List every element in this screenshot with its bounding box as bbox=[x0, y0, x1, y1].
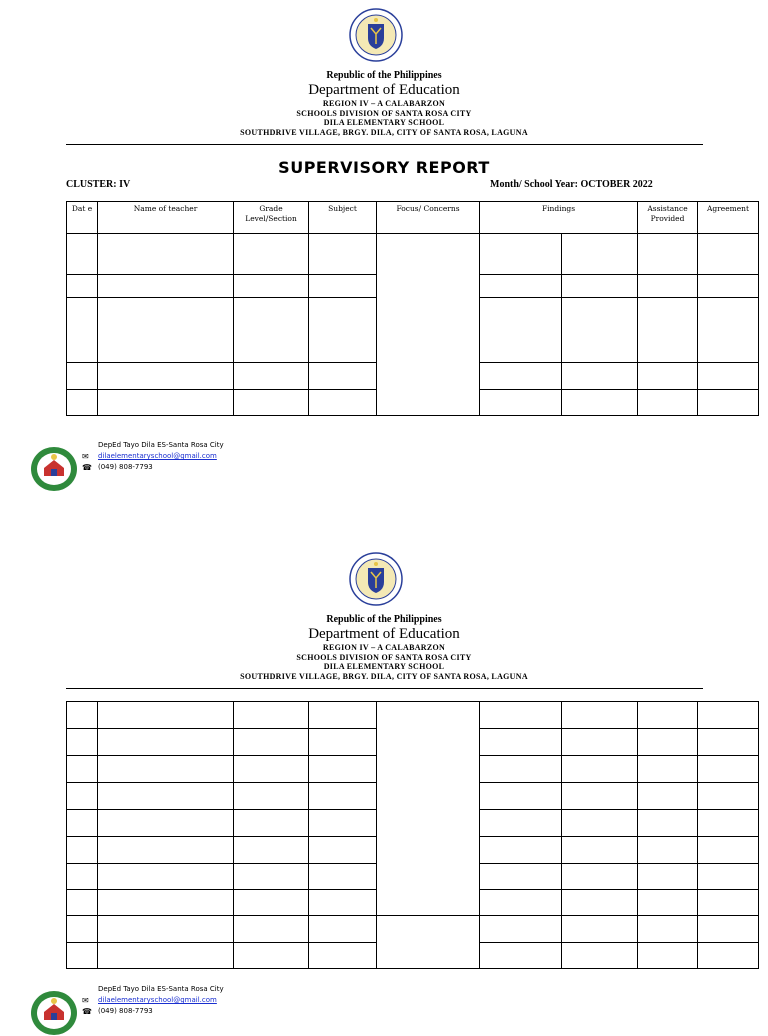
col-assistance: Assistance Provided bbox=[638, 202, 698, 234]
address-line: SOUTHDRIVE VILLAGE, BRGY. DILA, CITY OF SANTA ROSA, LAGUNA bbox=[240, 671, 528, 681]
division-line: SCHOOLS DIVISION OF SANTA ROSA CITY bbox=[296, 108, 472, 118]
focus-merged-cell[interactable] bbox=[377, 916, 480, 969]
table-cell[interactable] bbox=[638, 729, 698, 756]
table-cell[interactable] bbox=[638, 234, 698, 275]
table-cell[interactable] bbox=[67, 234, 98, 275]
table-cell[interactable] bbox=[638, 702, 698, 729]
table-cell[interactable] bbox=[309, 864, 377, 890]
table-cell[interactable] bbox=[98, 916, 234, 943]
table-cell[interactable] bbox=[638, 783, 698, 810]
table-cell[interactable] bbox=[234, 298, 309, 363]
table-cell[interactable] bbox=[234, 864, 309, 890]
table-cell[interactable] bbox=[309, 837, 377, 864]
table-cell[interactable] bbox=[67, 729, 98, 756]
table-cell[interactable] bbox=[98, 864, 234, 890]
cluster-label: CLUSTER: IV bbox=[66, 179, 131, 190]
table-cell[interactable] bbox=[638, 363, 698, 390]
supervisory-table-continued bbox=[66, 701, 759, 969]
table-cell[interactable] bbox=[67, 756, 98, 783]
report-title: SUPERVISORY REPORT bbox=[278, 158, 490, 177]
table-cell[interactable] bbox=[698, 390, 759, 416]
table-cell[interactable] bbox=[309, 916, 377, 943]
table-cell[interactable] bbox=[67, 943, 98, 969]
table-cell[interactable] bbox=[480, 943, 562, 969]
table-cell[interactable] bbox=[309, 890, 377, 916]
table-cell[interactable] bbox=[309, 729, 377, 756]
table-cell[interactable] bbox=[309, 702, 377, 729]
table-cell[interactable] bbox=[480, 864, 562, 890]
school-line: DILA ELEMENTARY SCHOOL bbox=[323, 118, 445, 127]
table-cell[interactable] bbox=[98, 275, 234, 298]
table-cell[interactable] bbox=[309, 756, 377, 783]
table-cell[interactable] bbox=[480, 298, 562, 363]
table-cell[interactable] bbox=[638, 916, 698, 943]
letterhead bbox=[0, 614, 768, 681]
table-cell[interactable] bbox=[480, 756, 562, 783]
focus-merged-cell[interactable] bbox=[377, 702, 480, 916]
table-cell[interactable] bbox=[67, 783, 98, 810]
table-cell[interactable] bbox=[480, 390, 562, 416]
table-cell[interactable] bbox=[562, 702, 638, 729]
table-cell[interactable] bbox=[698, 363, 759, 390]
header-rule bbox=[66, 688, 703, 689]
table-cell[interactable] bbox=[562, 864, 638, 890]
table-header-row bbox=[67, 202, 759, 234]
republic-line: Republic of the Philippines bbox=[326, 614, 442, 625]
table-cell[interactable] bbox=[480, 890, 562, 916]
col-teacher: Name of teacher bbox=[98, 202, 234, 234]
table-cell[interactable] bbox=[98, 783, 234, 810]
table-cell[interactable] bbox=[562, 810, 638, 837]
table-cell[interactable] bbox=[98, 702, 234, 729]
table-cell[interactable] bbox=[562, 729, 638, 756]
table-cell[interactable] bbox=[67, 810, 98, 837]
table-cell[interactable] bbox=[234, 890, 309, 916]
deped-seal-logo bbox=[349, 552, 403, 606]
table-cell[interactable] bbox=[309, 810, 377, 837]
table-cell[interactable] bbox=[698, 298, 759, 363]
table-cell[interactable] bbox=[480, 275, 562, 298]
table-cell[interactable] bbox=[562, 390, 638, 416]
page-footer bbox=[30, 985, 290, 1024]
table-cell[interactable] bbox=[698, 234, 759, 275]
table-cell[interactable] bbox=[234, 943, 309, 969]
table-cell[interactable] bbox=[67, 298, 98, 363]
table-cell[interactable] bbox=[638, 275, 698, 298]
table-cell[interactable] bbox=[638, 864, 698, 890]
table-cell[interactable] bbox=[698, 810, 759, 837]
table-cell[interactable] bbox=[638, 390, 698, 416]
table-cell[interactable] bbox=[234, 275, 309, 298]
phone-icon: ☎ bbox=[82, 463, 92, 472]
table-cell[interactable] bbox=[98, 234, 234, 275]
col-date: Dat e bbox=[67, 202, 98, 234]
envelope-icon: ✉ bbox=[82, 996, 89, 1005]
header-rule bbox=[66, 144, 703, 145]
table-cell[interactable] bbox=[309, 298, 377, 363]
table-cell[interactable] bbox=[562, 890, 638, 916]
table-cell[interactable] bbox=[67, 890, 98, 916]
table-cell[interactable] bbox=[638, 890, 698, 916]
table-cell[interactable] bbox=[309, 363, 377, 390]
footer-email-link[interactable]: dilaelementaryschool@gmail.com bbox=[98, 452, 217, 460]
table-cell[interactable] bbox=[67, 702, 98, 729]
school-logo bbox=[30, 446, 78, 492]
table-cell[interactable] bbox=[67, 363, 98, 390]
focus-merged-cell[interactable] bbox=[377, 234, 480, 416]
table-row bbox=[67, 234, 759, 275]
table-cell[interactable] bbox=[562, 943, 638, 969]
table-cell[interactable] bbox=[67, 390, 98, 416]
table-cell[interactable] bbox=[480, 783, 562, 810]
letterhead bbox=[0, 70, 768, 137]
table-cell[interactable] bbox=[698, 729, 759, 756]
table-cell[interactable] bbox=[309, 783, 377, 810]
region-line: REGION IV – A CALABARZON bbox=[322, 643, 446, 652]
table-cell[interactable] bbox=[98, 943, 234, 969]
table-cell[interactable] bbox=[698, 275, 759, 298]
table-cell[interactable] bbox=[234, 390, 309, 416]
table-cell[interactable] bbox=[480, 810, 562, 837]
address-line: SOUTHDRIVE VILLAGE, BRGY. DILA, CITY OF SANTA ROSA, LAGUNA bbox=[240, 127, 528, 137]
col-findings: Findings bbox=[480, 202, 638, 234]
table-cell[interactable] bbox=[480, 916, 562, 943]
table-cell[interactable] bbox=[562, 837, 638, 864]
table-cell[interactable] bbox=[309, 943, 377, 969]
envelope-icon: ✉ bbox=[82, 452, 89, 461]
table-row bbox=[67, 702, 759, 729]
table-cell[interactable] bbox=[698, 837, 759, 864]
table-cell[interactable] bbox=[234, 783, 309, 810]
table-cell[interactable] bbox=[98, 729, 234, 756]
table-cell[interactable] bbox=[67, 275, 98, 298]
month-year-label: Month/ School Year: OCTOBER 2022 bbox=[490, 179, 653, 190]
table-cell[interactable] bbox=[698, 702, 759, 729]
table-cell[interactable] bbox=[234, 363, 309, 390]
table-cell[interactable] bbox=[562, 783, 638, 810]
republic-line: Republic of the Philippines bbox=[326, 70, 442, 81]
table-cell[interactable] bbox=[98, 390, 234, 416]
table-cell[interactable] bbox=[67, 916, 98, 943]
table-cell[interactable] bbox=[698, 864, 759, 890]
table-cell[interactable] bbox=[698, 943, 759, 969]
table-cell[interactable] bbox=[638, 756, 698, 783]
table-cell[interactable] bbox=[98, 810, 234, 837]
table-cell[interactable] bbox=[234, 756, 309, 783]
footer-email-link[interactable]: dilaelementaryschool@gmail.com bbox=[98, 996, 217, 1004]
table-cell[interactable] bbox=[98, 756, 234, 783]
table-cell[interactable] bbox=[234, 702, 309, 729]
school-line: DILA ELEMENTARY SCHOOL bbox=[323, 662, 445, 671]
table-cell[interactable] bbox=[480, 729, 562, 756]
table-cell[interactable] bbox=[234, 810, 309, 837]
col-agreement: Agreement bbox=[698, 202, 759, 234]
table-cell[interactable] bbox=[562, 916, 638, 943]
table-cell[interactable] bbox=[638, 943, 698, 969]
table-cell[interactable] bbox=[562, 363, 638, 390]
table-cell[interactable] bbox=[309, 275, 377, 298]
department-line: Department of Education bbox=[308, 82, 460, 98]
footer-name: DepEd Tayo Dila ES-Santa Rosa City bbox=[98, 985, 224, 993]
table-cell[interactable] bbox=[480, 234, 562, 275]
table-cell[interactable] bbox=[638, 837, 698, 864]
table-cell[interactable] bbox=[67, 864, 98, 890]
table-cell[interactable] bbox=[234, 916, 309, 943]
table-cell[interactable] bbox=[98, 363, 234, 390]
supervisory-table bbox=[66, 201, 759, 416]
col-subject: Subject bbox=[309, 202, 377, 234]
table-cell[interactable] bbox=[234, 837, 309, 864]
table-cell[interactable] bbox=[480, 837, 562, 864]
footer-phone: (049) 808-7793 bbox=[98, 463, 153, 471]
table-cell[interactable] bbox=[638, 810, 698, 837]
footer-phone: (049) 808-7793 bbox=[98, 1007, 153, 1015]
col-focus: Focus/ Concerns bbox=[377, 202, 480, 234]
school-logo bbox=[30, 990, 78, 1036]
table-cell[interactable] bbox=[480, 702, 562, 729]
table-cell[interactable] bbox=[234, 234, 309, 275]
col-grade-level: Grade Level/Section bbox=[234, 202, 309, 234]
table-cell[interactable] bbox=[98, 298, 234, 363]
table-cell[interactable] bbox=[698, 890, 759, 916]
table-cell[interactable] bbox=[698, 783, 759, 810]
table-cell[interactable] bbox=[698, 916, 759, 943]
table-cell[interactable] bbox=[698, 756, 759, 783]
table-cell[interactable] bbox=[309, 234, 377, 275]
department-line: Department of Education bbox=[308, 626, 460, 642]
table-cell[interactable] bbox=[562, 234, 638, 275]
table-cell[interactable] bbox=[480, 363, 562, 390]
table-cell[interactable] bbox=[98, 837, 234, 864]
table-cell[interactable] bbox=[67, 837, 98, 864]
deped-seal-logo bbox=[349, 8, 403, 62]
phone-icon: ☎ bbox=[82, 1007, 92, 1016]
table-row bbox=[67, 916, 759, 943]
table-cell[interactable] bbox=[98, 890, 234, 916]
table-cell[interactable] bbox=[562, 275, 638, 298]
division-line: SCHOOLS DIVISION OF SANTA ROSA CITY bbox=[296, 652, 472, 662]
table-cell[interactable] bbox=[309, 390, 377, 416]
table-cell[interactable] bbox=[234, 729, 309, 756]
table-cell[interactable] bbox=[562, 756, 638, 783]
table-cell[interactable] bbox=[562, 298, 638, 363]
region-line: REGION IV – A CALABARZON bbox=[322, 99, 446, 108]
footer-name: DepEd Tayo Dila ES-Santa Rosa City bbox=[98, 441, 224, 449]
table-cell[interactable] bbox=[638, 298, 698, 363]
page-footer bbox=[30, 441, 290, 494]
